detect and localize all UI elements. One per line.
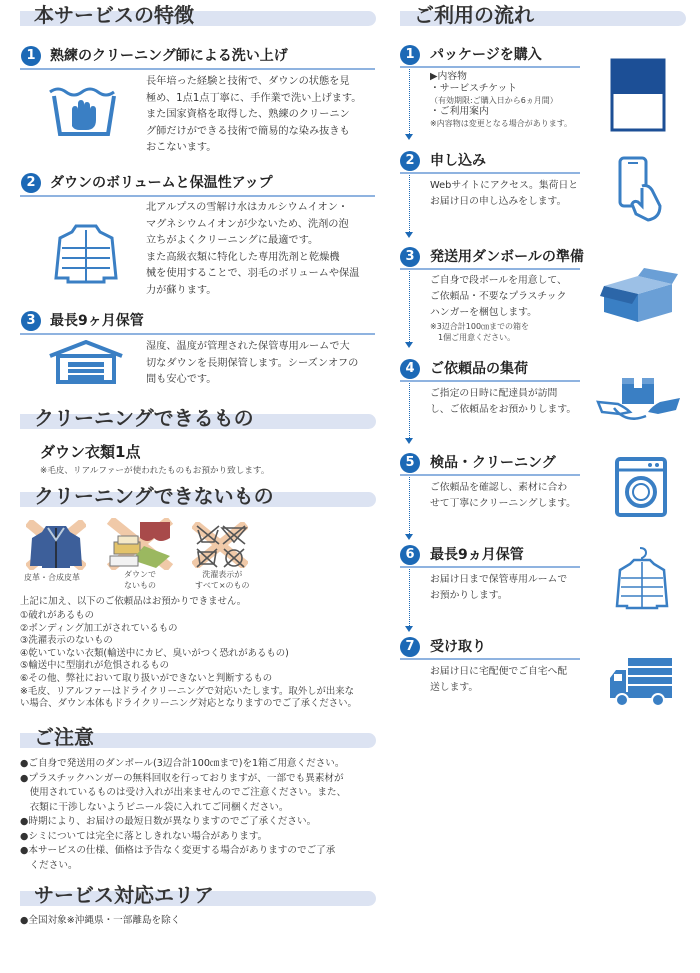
note-item: ●ご自身で発送用のダンボール(3辺合計100㎝まで)を1箱ご用意ください。 — [20, 758, 345, 769]
step-title-7: 受け取り — [430, 639, 486, 655]
flow-arrow — [405, 134, 413, 140]
area-heading: サービス対応エリア — [20, 884, 376, 906]
divider — [400, 66, 580, 68]
list-item: ①破れがあるもの — [20, 610, 95, 621]
notes-heading: ご注意 — [20, 726, 376, 748]
step-number-3: 3 — [400, 247, 420, 267]
step-body-2: Webサイトにアクセス。集荷日と お届け日の申し込みをします。 — [430, 180, 579, 207]
list-item: ②ボンディング加工がされているもの — [20, 622, 178, 634]
divider — [400, 658, 580, 660]
note-item: ●時期により、お届けの最短日数が異なりますのでご了承ください。 — [20, 816, 317, 827]
cannot-label-1: 皮革・合成皮革 — [24, 573, 80, 582]
feature-number-3: 3 — [21, 311, 41, 331]
divider — [400, 380, 580, 382]
flow-line — [409, 566, 410, 628]
flow-line — [409, 474, 410, 536]
list-item: ※毛皮、リアルファーはドライクリーニングで対応いたします。取外しが出来な — [20, 685, 355, 697]
handover-icon — [596, 368, 682, 428]
feature-title-1: 熟練のクリーニング師による洗い上げ — [50, 48, 288, 64]
note-item: ●プラスチックハンガーの無料回収を行っておりますが、一部でも異素材が — [20, 772, 344, 784]
step-number-7: 7 — [400, 637, 420, 657]
divider — [20, 195, 375, 197]
flow-heading: ご利用の流れ — [400, 4, 686, 26]
washing-machine-icon — [614, 456, 668, 518]
cardboard-box-icon — [598, 268, 680, 324]
cannot-intro: 上記に加え、以下のご依頼品はお預かりできません。 — [20, 596, 247, 607]
delivery-truck-icon — [608, 656, 674, 708]
list-item: ⑥その他、弊社において取り扱いができないと判断するもの — [20, 672, 273, 684]
flow-line — [409, 380, 410, 440]
step-body-6: お届け日まで保管専用ルームで お預かりします。 — [430, 574, 568, 601]
notes-list — [20, 757, 346, 873]
cannot-label-2: ダウンで ないもの — [124, 570, 156, 590]
feature-body-2: 北アルプスの雪解け水はカルシウムイオン・ マグネシウムイオンが少ないため、洗剤の泡 立ちがよくクリーニングに最適です。 また高級衣類に特化した専用洗剤と乾燥機 械を使用することで、羽毛のボリュームや保温 力が蘇ります。 — [146, 202, 360, 296]
note-item: 使用されているものは受け入れが出来ませんのでご注意ください。また、 — [20, 787, 347, 798]
step-number-5: 5 — [400, 453, 420, 473]
flow-arrow — [405, 342, 413, 348]
area-text: ●全国対象※沖縄県・一部離島を除く — [20, 915, 181, 926]
feature-body-3: 湿度、温度が管理された保管専用ルームで大 切なダウンを長期保管します。シーズンオフの 間も安心です。 — [146, 341, 359, 385]
step-title-1: パッケージを購入 — [430, 47, 542, 63]
warehouse-icon — [48, 340, 124, 384]
divider — [400, 268, 580, 270]
list-item: ④乾いていない衣類(輸送中にカビ、臭いがつく恐れがあるもの) — [20, 647, 289, 659]
step-title-5: 検品・クリーニング — [430, 455, 556, 471]
flow-line — [409, 172, 410, 234]
divider — [20, 68, 375, 70]
cannot-list — [20, 610, 357, 711]
package-icon — [610, 58, 666, 132]
feature-body-1: 長年培った経験と技術で、ダウンの状態を見 極め、1点1点丁寧に、手作業で洗い上げます。 また国家資格を取得した、熟練のクリーニン グ師だけができる技術で簡易的な染み抜きも おこないます。 — [146, 76, 362, 153]
note-item: 衣類に干渉しないようビニール袋に入れてご同梱ください。 — [20, 801, 289, 813]
list-item: ③洗濯表示のないもの — [20, 635, 113, 647]
down-jacket-icon — [52, 222, 120, 284]
note-item: ください。 — [20, 859, 78, 871]
feature-title-3: 最長9ヶ月保管 — [50, 313, 144, 329]
divider — [400, 172, 580, 174]
hand-wash-icon — [46, 86, 122, 140]
divider — [400, 474, 580, 476]
flow-line — [409, 268, 410, 344]
step-body-1: ▶内容物 ・サービスチケット （有効期限:ご購入日から6ヵ月間） ・ご利用案内 ※内容物は変更となる場合があります。 — [430, 71, 573, 128]
divider — [400, 566, 580, 568]
step-title-2: 申し込み — [430, 153, 486, 169]
step-title-6: 最長9ヵ月保管 — [430, 547, 524, 563]
smartphone-icon — [614, 156, 664, 222]
list-item: い場合、ダウン本体もドライクリーニング対応となりますのでご了承ください。 — [20, 698, 357, 710]
care-label-icon — [192, 522, 248, 568]
step-body-4: ご指定の日時に配達員が訪問 し、ご依頼品をお預かりします。 — [430, 388, 577, 415]
list-item: ⑤輸送中に型崩れが危惧されるもの — [20, 660, 170, 672]
step-body-5: ご依頼品を確認し、素材に合わ せて丁寧にクリーニングします。 — [430, 482, 576, 509]
can-clean-note: ※毛皮、リアルファーが使われたものもお預かり致します。 — [40, 466, 270, 476]
step-body-3: ご自身で段ボールを用意して、 ご依頼品・不要なプラスチック ハンガーを梱包します。 ※3辺合計100㎝までの箱を 1個ご用意ください。 — [430, 275, 567, 342]
hanging-jacket-icon — [614, 546, 670, 610]
features-heading: 本サービスの特徴 — [20, 4, 376, 26]
note-item: ●本サービスの仕様、価格は予告なく変更する場合がありますのでご了承 — [20, 845, 336, 856]
can-clean-heading: クリーニングできるもの — [20, 407, 376, 429]
step-number-1: 1 — [400, 45, 420, 65]
step-body-7: お届け日に宅配便でご自宅へ配 送します。 — [430, 666, 568, 693]
step-title-3: 発送用ダンボールの準備 — [430, 249, 584, 265]
leather-jacket-icon — [26, 520, 86, 570]
non-down-items-icon — [104, 518, 176, 570]
feature-number-2: 2 — [21, 173, 41, 193]
flow-line — [409, 66, 410, 136]
divider — [20, 333, 375, 335]
feature-title-2: ダウンのボリュームと保温性アップ — [50, 175, 273, 191]
flow-arrow — [405, 626, 413, 632]
step-number-6: 6 — [400, 545, 420, 565]
note-item: ●シミについては完全に落としきれない場合があります。 — [20, 830, 268, 842]
cannot-label-3: 洗濯表示が すべて×のもの — [195, 570, 250, 590]
step-title-4: ご依頼品の集荷 — [430, 361, 528, 377]
cannot-clean-heading: クリーニングできないもの — [20, 485, 376, 507]
step-number-4: 4 — [400, 359, 420, 379]
can-clean-item: ダウン衣類1点 — [40, 443, 141, 461]
flow-arrow — [405, 438, 413, 444]
step-number-2: 2 — [400, 151, 420, 171]
feature-number-1: 1 — [21, 46, 41, 66]
flow-arrow — [405, 534, 413, 540]
flow-arrow — [405, 232, 413, 238]
